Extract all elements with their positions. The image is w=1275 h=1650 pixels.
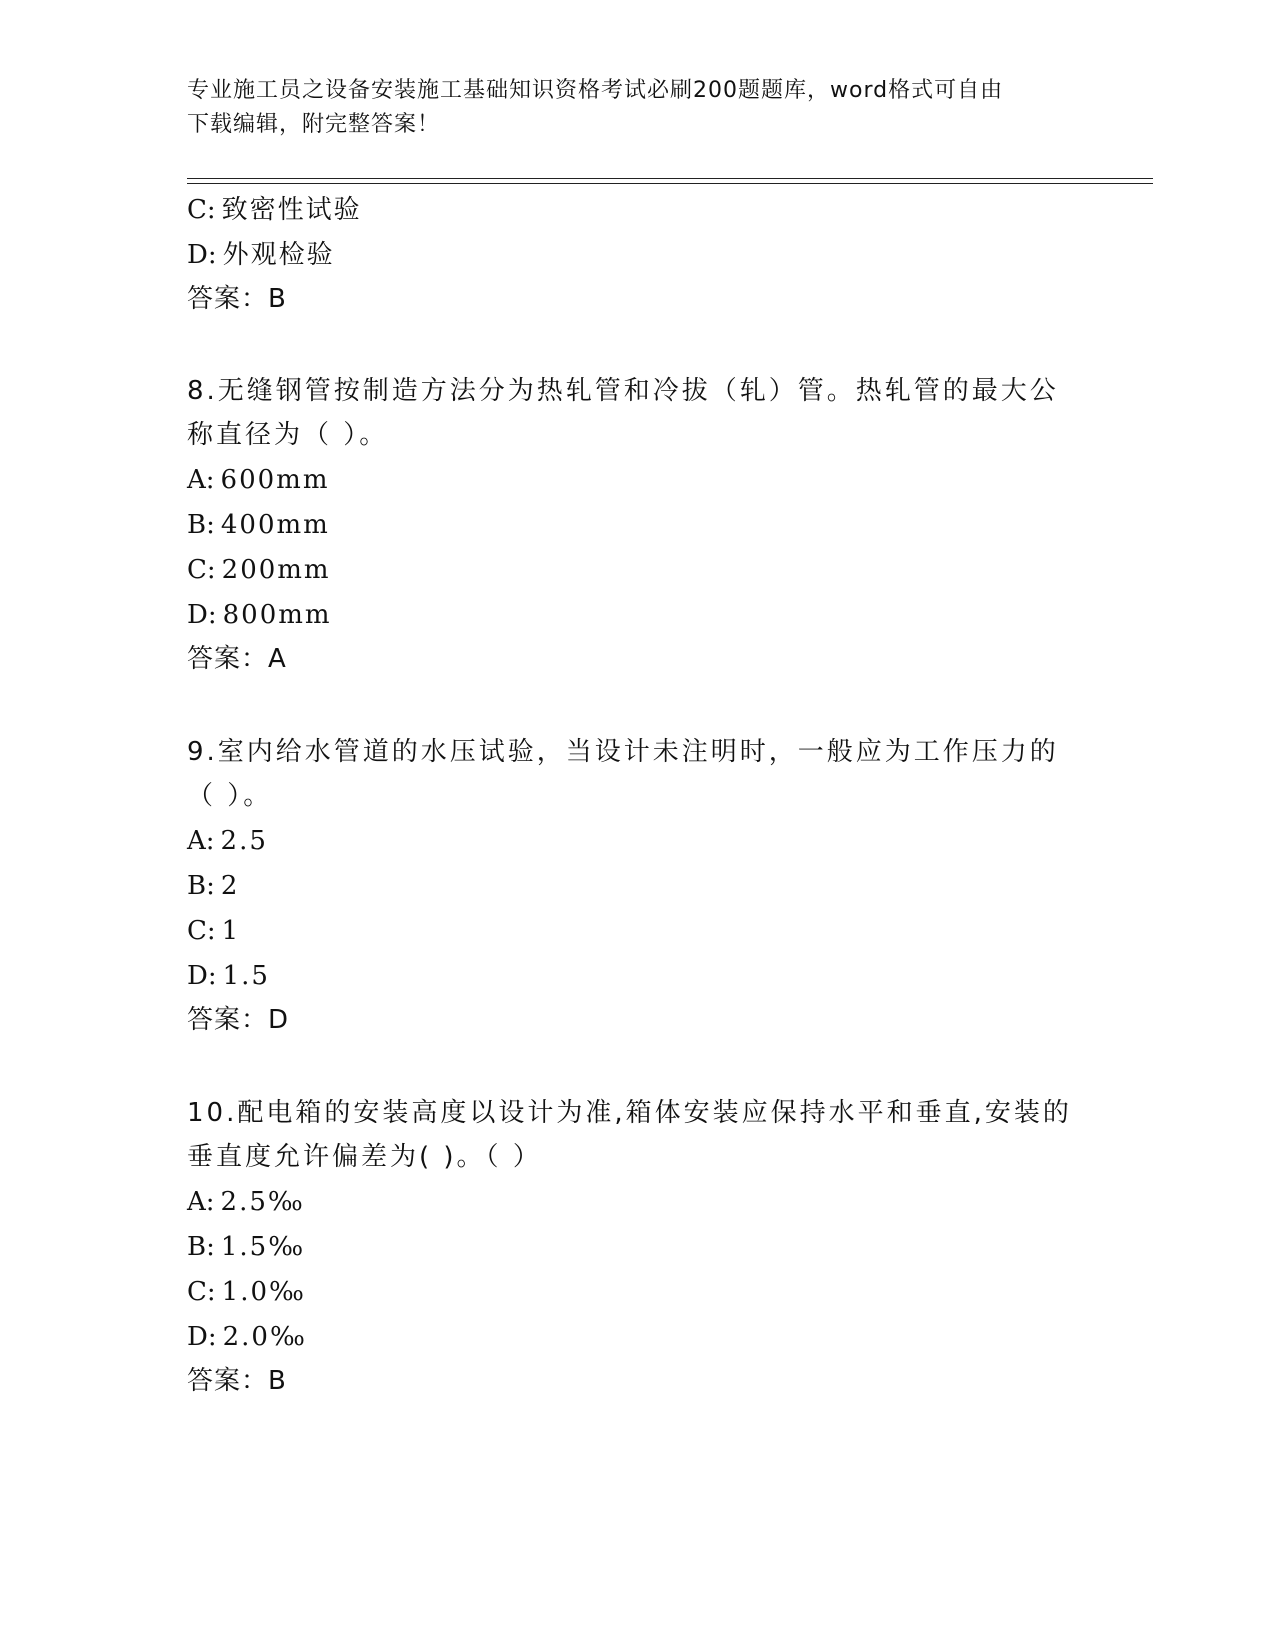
document-header: [187, 74, 1087, 142]
option-text: 2.5‰: [220, 1187, 305, 1217]
header-divider-bottom: [187, 183, 1153, 184]
q10-stem-line-2: 垂直度允许偏差为( )。（ ）: [187, 1142, 542, 1172]
option-text: 600mm: [220, 465, 330, 495]
q8-answer: 答案：A: [187, 644, 287, 674]
option-key: B:: [187, 871, 215, 901]
option-key: B:: [187, 1232, 215, 1262]
q10-option-c: [187, 1277, 306, 1307]
q8-option-c: [187, 555, 331, 585]
q9-stem-line-1: 9.室内给水管道的水压试验，当设计未注明时，一般应为工作压力的: [187, 737, 1059, 767]
q7-option-c: [187, 195, 362, 225]
header-divider-top: [187, 178, 1153, 179]
option-key: C:: [187, 916, 216, 946]
option-text: 800mm: [222, 600, 332, 630]
header-line-2: 下载编辑，附完整答案！: [187, 112, 441, 137]
header-line-1: 专业施工员之设备安装施工基础知识资格考试必刷200题题库，word格式可自由: [187, 78, 1004, 103]
option-text: 致密性试验: [221, 195, 362, 225]
q10-option-a: [187, 1187, 305, 1217]
q8-stem-line-1: 8.无缝钢管按制造方法分为热轧管和冷拔（轧）管。热轧管的最大公: [187, 376, 1059, 406]
q8-option-a: [187, 465, 329, 495]
option-key: C:: [187, 555, 216, 585]
option-text: 2: [220, 871, 240, 901]
q9-option-d: [187, 961, 270, 991]
option-key: A:: [187, 1187, 215, 1217]
q8-stem-line-2: 称直径为（ ）。: [187, 420, 389, 450]
q9-option-a: [187, 826, 268, 856]
option-text: 2.0‰: [222, 1322, 307, 1352]
q9-option-b: [187, 871, 239, 901]
q10-stem-line-1: 10.配电箱的安装高度以设计为准,箱体安装应保持水平和垂直,安装的: [187, 1098, 1072, 1128]
option-text: 400mm: [220, 510, 330, 540]
option-key: B:: [187, 510, 215, 540]
option-text: 1.5‰: [220, 1232, 306, 1262]
option-key: D:: [187, 600, 217, 630]
q8-option-b: [187, 510, 330, 540]
option-key: D:: [187, 1322, 217, 1352]
option-text: 2.5: [220, 826, 268, 856]
option-text: 1: [221, 916, 241, 946]
option-key: A:: [187, 826, 215, 856]
option-text: 1.5: [222, 961, 270, 991]
q10-option-d: [187, 1322, 307, 1352]
option-key: A:: [187, 465, 215, 495]
q10-answer: 答案：B: [187, 1366, 287, 1396]
q9-answer: 答案：D: [187, 1005, 290, 1035]
option-key: D:: [187, 961, 217, 991]
q9-option-c: [187, 916, 240, 946]
option-text: 1.0‰: [221, 1277, 306, 1307]
option-text: 200mm: [221, 555, 331, 585]
option-key: C:: [187, 195, 216, 225]
option-key: C:: [187, 1277, 216, 1307]
option-text: 外观检验: [222, 240, 335, 270]
q7-answer: 答案：B: [187, 284, 287, 314]
option-key: D:: [187, 240, 217, 270]
q7-option-d: [187, 240, 335, 270]
q10-option-b: [187, 1232, 305, 1262]
q8-option-d: [187, 600, 332, 630]
q9-stem-line-2: （ ）。: [187, 781, 273, 811]
